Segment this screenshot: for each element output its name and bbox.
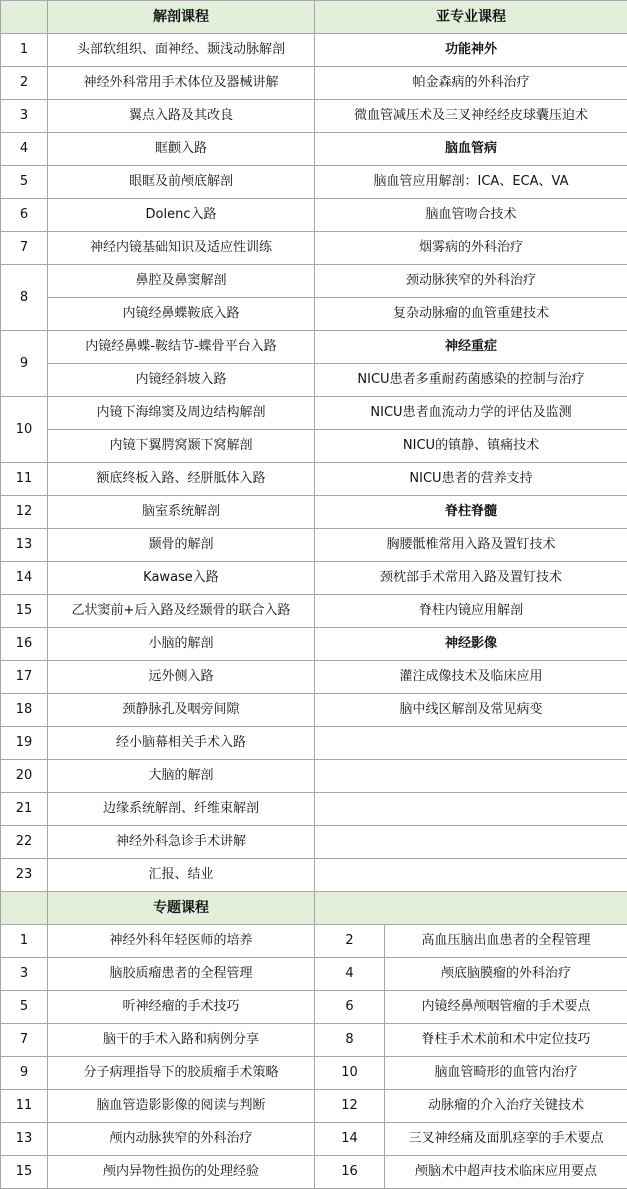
special-row	[1, 1024, 627, 1057]
special-number: 10	[315, 1057, 385, 1090]
table-row	[1, 628, 627, 661]
subspecialty-course: NICU的镇静、镇痛技术	[315, 430, 627, 463]
anatomy-course: 内镜经斜坡入路	[48, 364, 315, 397]
row-number: 11	[1, 463, 48, 496]
row-number: 21	[1, 793, 48, 826]
table-row	[1, 463, 627, 496]
anatomy-course: 鼻腔及鼻窦解剖	[48, 265, 315, 298]
special-course: 神经外科年轻医师的培养	[48, 925, 315, 958]
table-row	[1, 595, 627, 628]
special-row	[1, 1090, 627, 1123]
special-course: 分子病理指导下的胶质瘤手术策略	[48, 1057, 315, 1090]
subspecialty-course: NICU患者血流动力学的评估及监测	[315, 397, 627, 430]
special-number: 3	[1, 958, 48, 991]
header-subspecialty: 亚专业课程	[315, 1, 627, 34]
subspecialty-course	[315, 826, 627, 859]
special-header-title: 专题课程	[48, 892, 315, 925]
table-row	[1, 67, 627, 100]
subspecialty-course: 灌注成像技术及临床应用	[315, 661, 627, 694]
special-course: 三叉神经痛及面肌痉挛的手术要点	[385, 1123, 627, 1156]
header-num	[1, 1, 48, 34]
anatomy-course: 头部软组织、面神经、颞浅动脉解剖	[48, 34, 315, 67]
row-number: 18	[1, 694, 48, 727]
anatomy-course: 大脑的解剖	[48, 760, 315, 793]
table-row	[1, 232, 627, 265]
subspecialty-course: 烟雾病的外科治疗	[315, 232, 627, 265]
anatomy-course: 小脑的解剖	[48, 628, 315, 661]
table-row	[1, 364, 627, 397]
anatomy-course: 内镜下海绵窦及周边结构解剖	[48, 397, 315, 430]
special-course: 脑胶质瘤患者的全程管理	[48, 958, 315, 991]
anatomy-course: 边缘系统解剖、纤维束解剖	[48, 793, 315, 826]
table-row	[1, 430, 627, 463]
row-number: 15	[1, 595, 48, 628]
special-row	[1, 925, 627, 958]
subspecialty-course: 胸腰骶椎常用入路及置钉技术	[315, 529, 627, 562]
subspecialty-course: 脑血管吻合技术	[315, 199, 627, 232]
table-row	[1, 397, 627, 430]
anatomy-course: 内镜下翼腭窝颞下窝解剖	[48, 430, 315, 463]
special-number: 2	[315, 925, 385, 958]
special-number: 9	[1, 1057, 48, 1090]
anatomy-course: 神经内镜基础知识及适应性训练	[48, 232, 315, 265]
special-course: 动脉瘤的介入治疗关键技术	[385, 1090, 627, 1123]
table-row	[1, 496, 627, 529]
special-course: 听神经瘤的手术技巧	[48, 991, 315, 1024]
subspecialty-course	[315, 793, 627, 826]
anatomy-course: 内镜经鼻蝶鞍底入路	[48, 298, 315, 331]
subspecialty-category: 神经重症	[315, 331, 627, 364]
anatomy-course: 脑室系统解剖	[48, 496, 315, 529]
table-row	[1, 562, 627, 595]
table-row	[1, 661, 627, 694]
special-number: 12	[315, 1090, 385, 1123]
row-number: 3	[1, 100, 48, 133]
special-row	[1, 958, 627, 991]
special-number: 7	[1, 1024, 48, 1057]
table-row	[1, 529, 627, 562]
subspecialty-course: NICU患者多重耐药菌感染的控制与治疗	[315, 364, 627, 397]
table-row	[1, 793, 627, 826]
special-number: 15	[1, 1156, 48, 1189]
row-number: 10	[1, 397, 48, 463]
anatomy-course: 远外侧入路	[48, 661, 315, 694]
anatomy-course: 眶颧入路	[48, 133, 315, 166]
special-course: 颅底脑膜瘤的外科治疗	[385, 958, 627, 991]
subspecialty-category: 脊柱脊髓	[315, 496, 627, 529]
special-number: 11	[1, 1090, 48, 1123]
subspecialty-course: NICU患者的营养支持	[315, 463, 627, 496]
table-row	[1, 100, 627, 133]
anatomy-course: 乙状窦前+后入路及经颞骨的联合入路	[48, 595, 315, 628]
subspecialty-course: 颈动脉狭窄的外科治疗	[315, 265, 627, 298]
anatomy-course: 眼眶及前颅底解剖	[48, 166, 315, 199]
subspecialty-course: 复杂动脉瘤的血管重建技术	[315, 298, 627, 331]
row-number: 23	[1, 859, 48, 892]
special-course: 脑血管畸形的血管内治疗	[385, 1057, 627, 1090]
subspecialty-course	[315, 859, 627, 892]
row-number: 22	[1, 826, 48, 859]
special-row	[1, 1057, 627, 1090]
special-number: 8	[315, 1024, 385, 1057]
table-row	[1, 331, 627, 364]
table-row	[1, 727, 627, 760]
special-header-row	[1, 892, 627, 925]
row-number: 20	[1, 760, 48, 793]
row-number: 9	[1, 331, 48, 397]
header-anatomy: 解剖课程	[48, 1, 315, 34]
table-row	[1, 133, 627, 166]
subspecialty-course: 帕金森病的外科治疗	[315, 67, 627, 100]
subspecialty-category: 脑血管病	[315, 133, 627, 166]
subspecialty-category: 神经影像	[315, 628, 627, 661]
row-number: 13	[1, 529, 48, 562]
special-number: 1	[1, 925, 48, 958]
special-number: 6	[315, 991, 385, 1024]
anatomy-course: 内镜经鼻蝶-鞍结节-蝶骨平台入路	[48, 331, 315, 364]
anatomy-course: Kawase入路	[48, 562, 315, 595]
row-number: 7	[1, 232, 48, 265]
subspecialty-course: 脑中线区解剖及常见病变	[315, 694, 627, 727]
subspecialty-course	[315, 760, 627, 793]
row-number: 19	[1, 727, 48, 760]
table-row	[1, 760, 627, 793]
subspecialty-course: 颈枕部手术常用入路及置钉技术	[315, 562, 627, 595]
table-row	[1, 265, 627, 298]
row-number: 17	[1, 661, 48, 694]
header-row	[1, 1, 627, 34]
table-row	[1, 859, 627, 892]
special-header-blank	[1, 892, 48, 925]
anatomy-course: 翼点入路及其改良	[48, 100, 315, 133]
table-row	[1, 298, 627, 331]
special-row	[1, 1123, 627, 1156]
subspecialty-course: 脊柱内镜应用解剖	[315, 595, 627, 628]
row-number: 16	[1, 628, 48, 661]
anatomy-course: 颈静脉孔及咽旁间隙	[48, 694, 315, 727]
table-row	[1, 826, 627, 859]
row-number: 4	[1, 133, 48, 166]
anatomy-course: 额底终板入路、经胼胝体入路	[48, 463, 315, 496]
special-course: 颅内动脉狭窄的外科治疗	[48, 1123, 315, 1156]
row-number: 5	[1, 166, 48, 199]
special-number: 5	[1, 991, 48, 1024]
row-number: 6	[1, 199, 48, 232]
special-row	[1, 1156, 627, 1189]
table-row	[1, 694, 627, 727]
anatomy-course: 颞骨的解剖	[48, 529, 315, 562]
anatomy-course: Dolenc入路	[48, 199, 315, 232]
subspecialty-category: 功能神外	[315, 34, 627, 67]
special-number: 4	[315, 958, 385, 991]
special-course: 颅内异物性损伤的处理经验	[48, 1156, 315, 1189]
row-number: 8	[1, 265, 48, 331]
row-number: 14	[1, 562, 48, 595]
anatomy-course: 汇报、结业	[48, 859, 315, 892]
table-row	[1, 34, 627, 67]
special-course: 颅脑术中超声技术临床应用要点	[385, 1156, 627, 1189]
anatomy-course: 神经外科急诊手术讲解	[48, 826, 315, 859]
anatomy-course: 神经外科常用手术体位及器械讲解	[48, 67, 315, 100]
special-course: 脊柱手术术前和术中定位技巧	[385, 1024, 627, 1057]
subspecialty-course	[315, 727, 627, 760]
special-course: 脑血管造影影像的阅读与判断	[48, 1090, 315, 1123]
special-course: 高血压脑出血患者的全程管理	[385, 925, 627, 958]
special-number: 13	[1, 1123, 48, 1156]
special-number: 14	[315, 1123, 385, 1156]
subspecialty-course: 微血管减压术及三叉神经经皮球囊压迫术	[315, 100, 627, 133]
subspecialty-course: 脑血管应用解剖：ICA、ECA、VA	[315, 166, 627, 199]
special-number: 16	[315, 1156, 385, 1189]
special-row	[1, 991, 627, 1024]
table-row	[1, 199, 627, 232]
special-course: 脑干的手术入路和病例分享	[48, 1024, 315, 1057]
special-header-blank	[315, 892, 627, 925]
row-number: 2	[1, 67, 48, 100]
row-number: 12	[1, 496, 48, 529]
row-number: 1	[1, 34, 48, 67]
special-course: 内镜经鼻颅咽管瘤的手术要点	[385, 991, 627, 1024]
table-row	[1, 166, 627, 199]
anatomy-course: 经小脑幕相关手术入路	[48, 727, 315, 760]
